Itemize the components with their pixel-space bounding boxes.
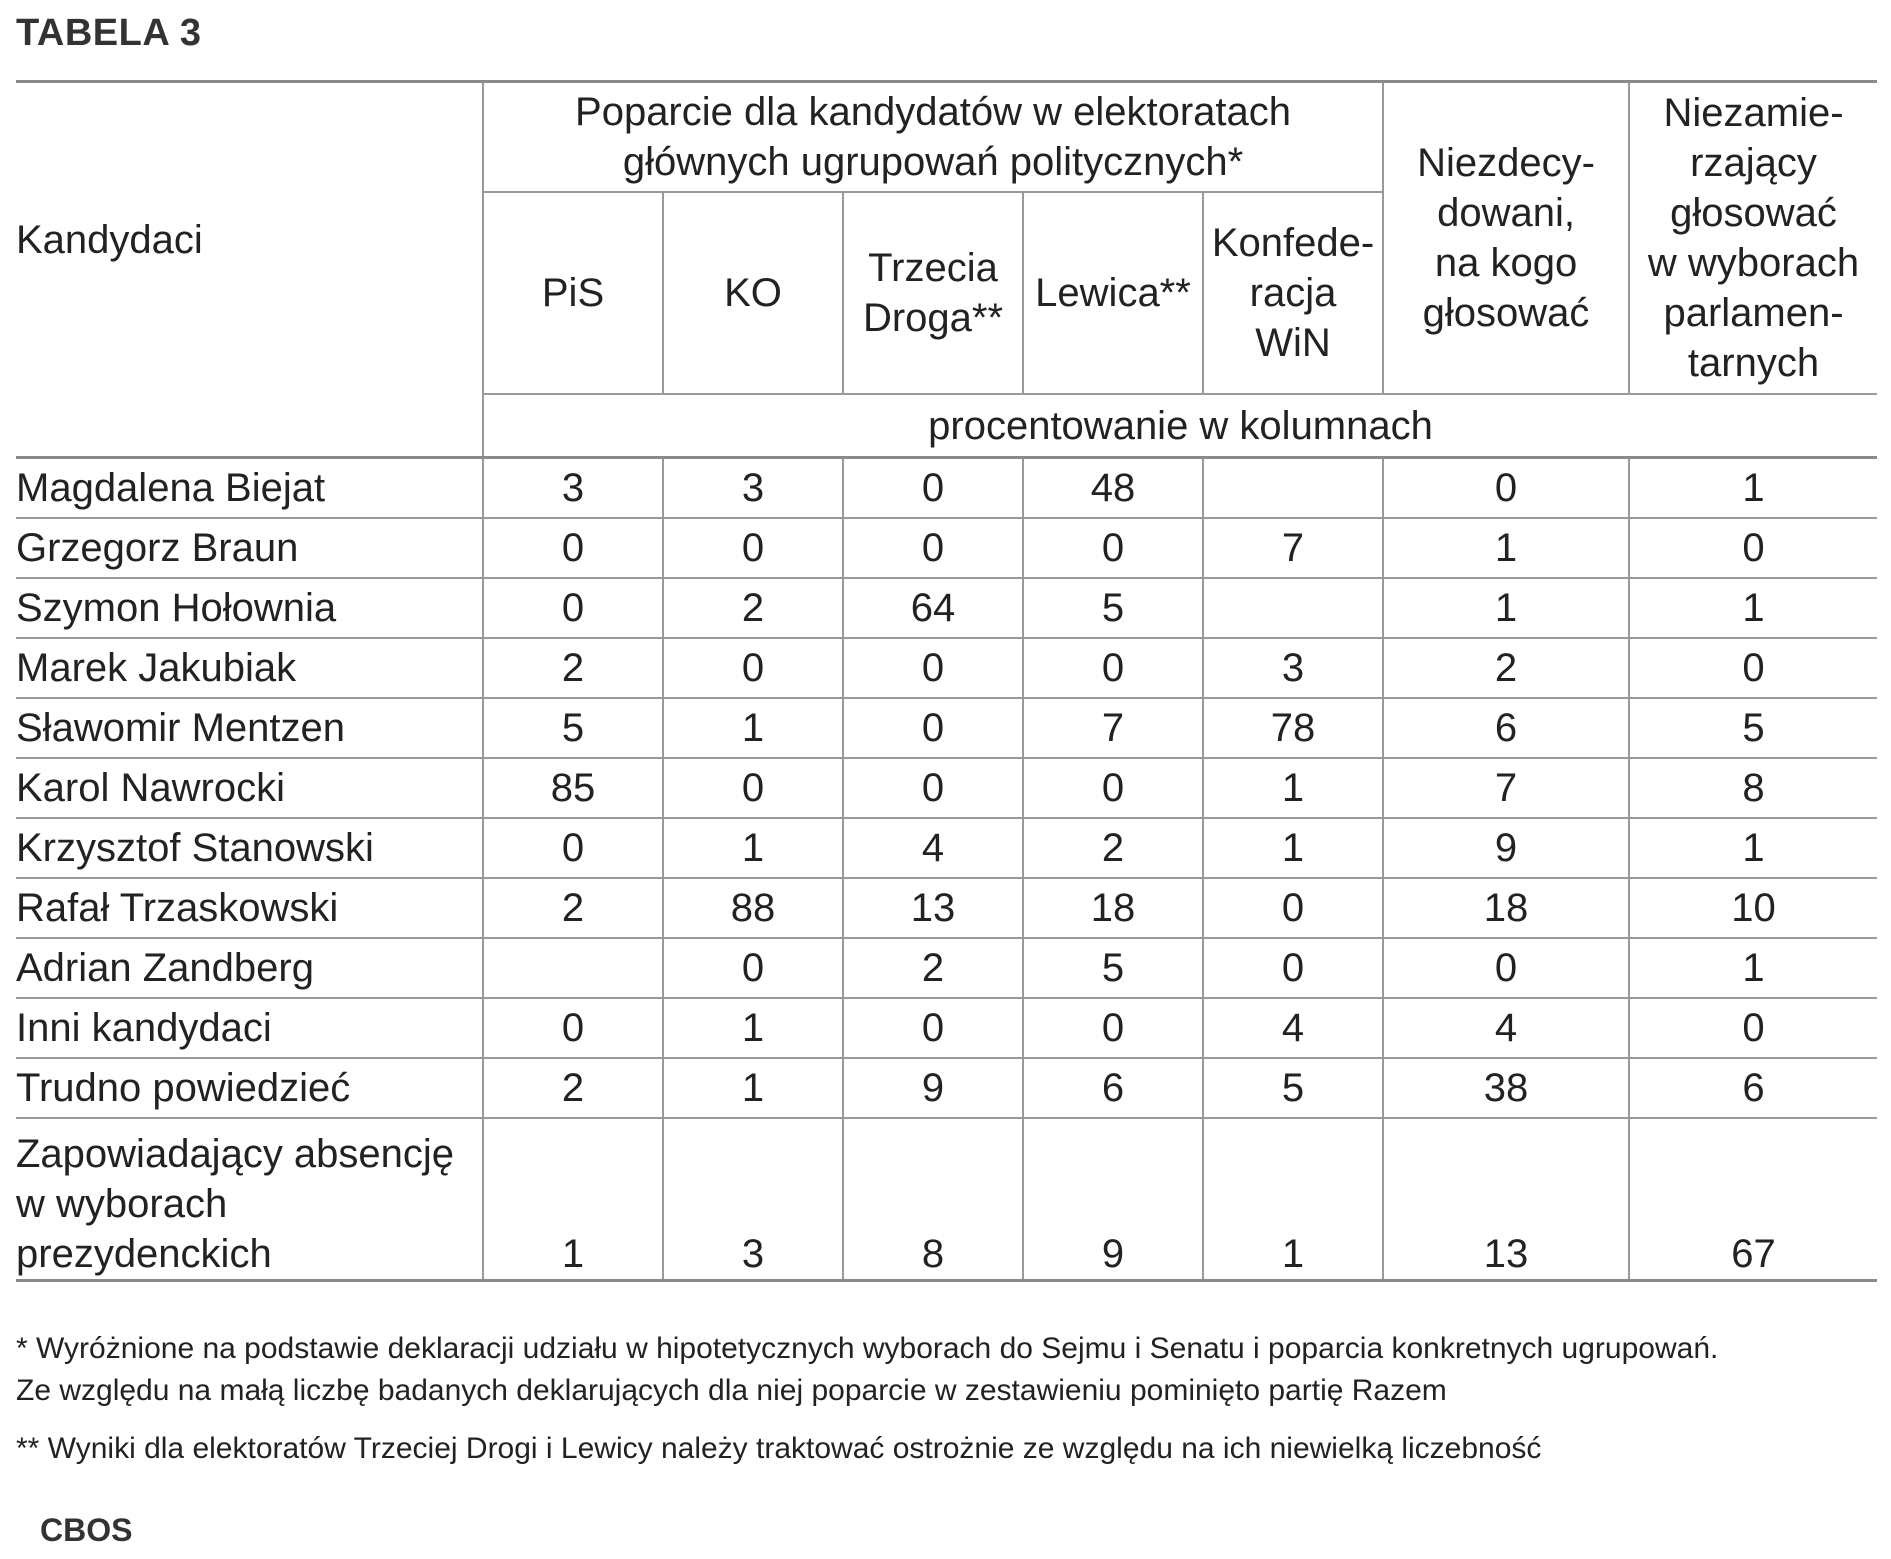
value-cell: 10 xyxy=(1629,878,1877,938)
value-cell: 0 xyxy=(1023,998,1203,1058)
value-cell: 0 xyxy=(1023,518,1203,578)
value-cell: 2 xyxy=(663,578,843,638)
value-cell: 1 xyxy=(1383,578,1629,638)
value-cell: 67 xyxy=(1629,1118,1877,1281)
candidate-name: Marek Jakubiak xyxy=(16,638,483,698)
value-cell: 13 xyxy=(843,878,1023,938)
value-cell: 3 xyxy=(1203,638,1383,698)
value-cell: 0 xyxy=(843,638,1023,698)
value-cell: 0 xyxy=(1383,458,1629,519)
header-unit-note: procentowanie w kolumnach xyxy=(483,394,1877,458)
value-cell: 7 xyxy=(1023,698,1203,758)
value-cell: 8 xyxy=(1629,758,1877,818)
candidate-name: Inni kandydaci xyxy=(16,998,483,1058)
table-body xyxy=(16,458,1877,1281)
value-cell: 0 xyxy=(843,758,1023,818)
value-cell: 8 xyxy=(843,1118,1023,1281)
header-undecided: Niezdecy- dowani, na kogo głosować xyxy=(1383,82,1629,395)
value-cell: 1 xyxy=(1203,758,1383,818)
value-cell: 0 xyxy=(1203,938,1383,998)
footnote-2: ** Wyniki dla elektoratów Trzeciej Drogi i Lewicy należy traktować ostrożnie ze względu na ich niewielką liczebność xyxy=(16,1432,1542,1465)
value-cell: 85 xyxy=(483,758,663,818)
value-cell: 1 xyxy=(1629,458,1877,519)
value-cell: 18 xyxy=(1023,878,1203,938)
value-cell: 0 xyxy=(663,518,843,578)
value-cell: 1 xyxy=(1629,938,1877,998)
value-cell: 88 xyxy=(663,878,843,938)
table-row xyxy=(16,518,1877,578)
candidate-name: Zapowiadający absencję w wyborach prezydenckich xyxy=(16,1118,483,1281)
header-party-konfederacja: Konfede- racja WiN xyxy=(1203,192,1383,394)
candidate-name: Adrian Zandberg xyxy=(16,938,483,998)
value-cell: 1 xyxy=(663,998,843,1058)
value-cell: 2 xyxy=(483,638,663,698)
header-party-trzecia-droga: Trzecia Droga** xyxy=(843,192,1023,394)
value-cell: 64 xyxy=(843,578,1023,638)
value-cell: 13 xyxy=(1383,1118,1629,1281)
value-cell: 1 xyxy=(1203,818,1383,878)
table-row xyxy=(16,638,1877,698)
candidate-name: Rafał Trzaskowski xyxy=(16,878,483,938)
value-cell xyxy=(483,938,663,998)
candidate-name: Trudno powiedzieć xyxy=(16,1058,483,1118)
value-cell: 0 xyxy=(843,698,1023,758)
table-row xyxy=(16,458,1877,519)
value-cell: 0 xyxy=(1629,998,1877,1058)
value-cell: 0 xyxy=(843,518,1023,578)
table-row xyxy=(16,1058,1877,1118)
header-party-ko: KO xyxy=(663,192,843,394)
value-cell: 5 xyxy=(483,698,663,758)
table-row xyxy=(16,818,1877,878)
value-cell: 5 xyxy=(1023,938,1203,998)
table-title: TABELA 3 xyxy=(16,12,202,54)
value-cell: 1 xyxy=(663,698,843,758)
value-cell: 0 xyxy=(483,818,663,878)
value-cell: 48 xyxy=(1023,458,1203,519)
value-cell: 1 xyxy=(483,1118,663,1281)
source-label: CBOS xyxy=(40,1512,133,1548)
value-cell: 3 xyxy=(663,1118,843,1281)
value-cell: 0 xyxy=(843,458,1023,519)
table-row xyxy=(16,998,1877,1058)
value-cell: 6 xyxy=(1629,1058,1877,1118)
value-cell: 4 xyxy=(1383,998,1629,1058)
value-cell: 1 xyxy=(1629,578,1877,638)
table-row xyxy=(16,938,1877,998)
value-cell: 0 xyxy=(1383,938,1629,998)
value-cell: 0 xyxy=(1629,518,1877,578)
value-cell: 38 xyxy=(1383,1058,1629,1118)
value-cell: 0 xyxy=(663,638,843,698)
value-cell: 78 xyxy=(1203,698,1383,758)
table-row xyxy=(16,698,1877,758)
value-cell: 0 xyxy=(483,578,663,638)
candidate-name: Magdalena Biejat xyxy=(16,458,483,519)
candidate-name: Sławomir Mentzen xyxy=(16,698,483,758)
value-cell: 9 xyxy=(1023,1118,1203,1281)
value-cell: 4 xyxy=(1203,998,1383,1058)
value-cell xyxy=(1203,458,1383,519)
value-cell: 2 xyxy=(1023,818,1203,878)
value-cell: 0 xyxy=(663,938,843,998)
value-cell: 1 xyxy=(663,1058,843,1118)
value-cell: 1 xyxy=(663,818,843,878)
header-nonvoters: Niezamie- rzający głosować w wyborach parlamen- tarnych xyxy=(1629,82,1877,395)
value-cell: 0 xyxy=(1629,638,1877,698)
value-cell: 5 xyxy=(1203,1058,1383,1118)
value-cell: 0 xyxy=(663,758,843,818)
value-cell: 0 xyxy=(1023,758,1203,818)
value-cell: 0 xyxy=(483,998,663,1058)
value-cell: 0 xyxy=(483,518,663,578)
value-cell: 7 xyxy=(1203,518,1383,578)
table-row xyxy=(16,758,1877,818)
table-row xyxy=(16,578,1877,638)
value-cell: 0 xyxy=(843,998,1023,1058)
candidate-name: Krzysztof Stanowski xyxy=(16,818,483,878)
value-cell: 6 xyxy=(1023,1058,1203,1118)
value-cell: 5 xyxy=(1629,698,1877,758)
value-cell: 4 xyxy=(843,818,1023,878)
candidate-name: Grzegorz Braun xyxy=(16,518,483,578)
header-party-support-group: Poparcie dla kandydatów w elektoratach głównych ugrupowań politycznych* xyxy=(483,82,1383,193)
header-party-pis: PiS xyxy=(483,192,663,394)
value-cell: 2 xyxy=(843,938,1023,998)
table-row xyxy=(16,878,1877,938)
value-cell: 0 xyxy=(1023,638,1203,698)
value-cell: 9 xyxy=(843,1058,1023,1118)
value-cell: 2 xyxy=(483,1058,663,1118)
value-cell: 1 xyxy=(1629,818,1877,878)
footnote-1: * Wyróżnione na podstawie deklaracji udziału w hipotetycznych wyborach do Sejmu i Senatu i poparcia konkretnych ugrupowań. Ze względu na małą liczbę badanych deklarujących dla niej poparcie w zestawieniu pominięto partię Razem xyxy=(16,1332,1719,1407)
value-cell xyxy=(1203,578,1383,638)
value-cell: 18 xyxy=(1383,878,1629,938)
value-cell: 1 xyxy=(1383,518,1629,578)
value-cell: 5 xyxy=(1023,578,1203,638)
value-cell: 3 xyxy=(483,458,663,519)
header-party-lewica: Lewica** xyxy=(1023,192,1203,394)
value-cell: 7 xyxy=(1383,758,1629,818)
value-cell: 3 xyxy=(663,458,843,519)
value-cell: 2 xyxy=(483,878,663,938)
results-table xyxy=(16,80,1877,1282)
value-cell: 1 xyxy=(1203,1118,1383,1281)
candidate-name: Szymon Hołownia xyxy=(16,578,483,638)
candidate-name: Karol Nawrocki xyxy=(16,758,483,818)
value-cell: 6 xyxy=(1383,698,1629,758)
value-cell: 9 xyxy=(1383,818,1629,878)
value-cell: 2 xyxy=(1383,638,1629,698)
table-row xyxy=(16,1118,1877,1281)
value-cell: 0 xyxy=(1203,878,1383,938)
header-candidates: Kandydaci xyxy=(16,82,483,458)
